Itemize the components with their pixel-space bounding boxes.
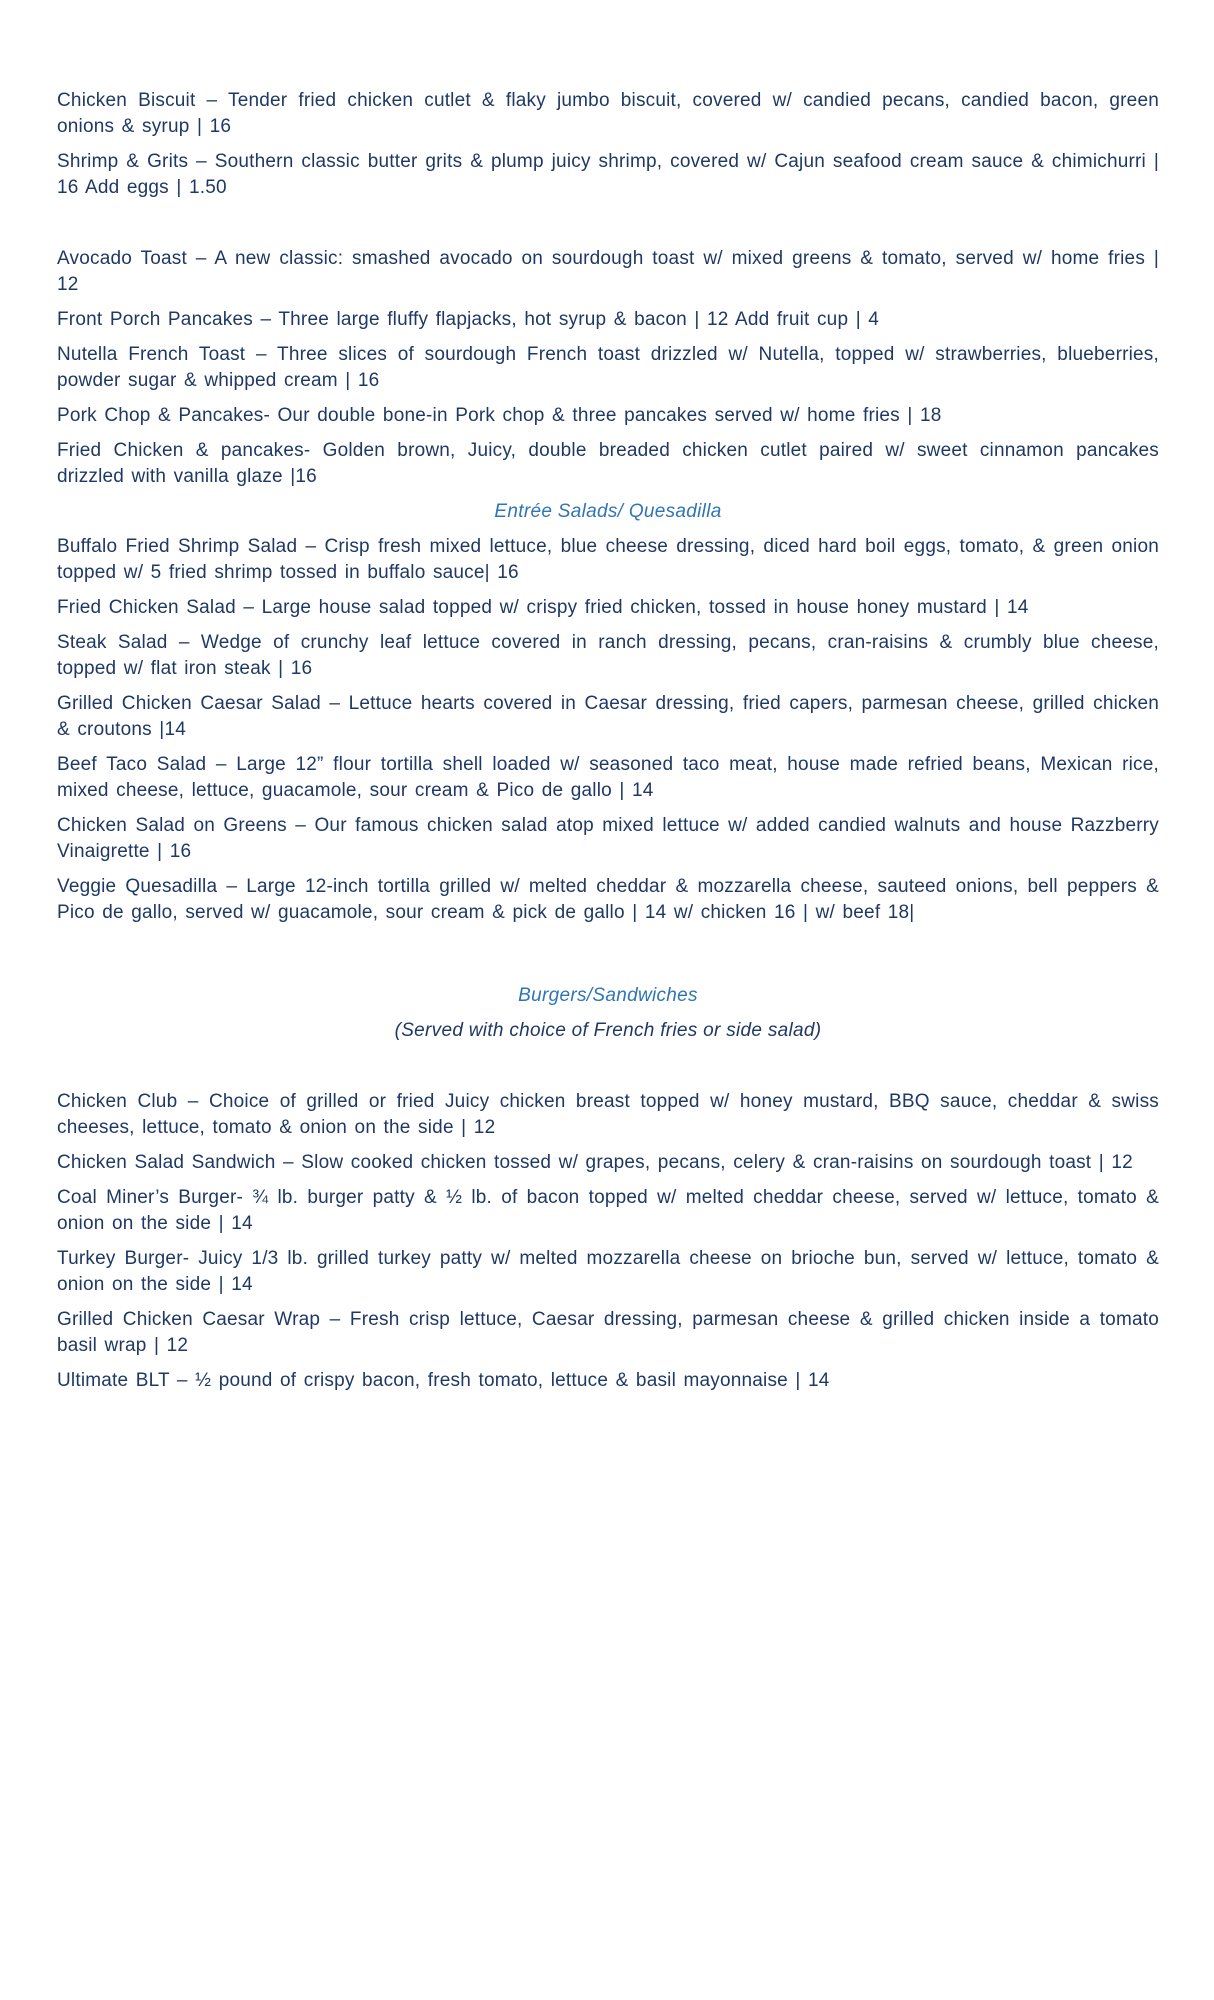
menu-item: Grilled Chicken Caesar Salad – Lettuce hearts covered in Caesar dressing, fried capers, parmesan cheese, grilled chicken & croutons |14 <box>57 693 1159 740</box>
section-subheading: (Served with choice of French fries or side salad) <box>394 1020 822 1041</box>
menu-item: Steak Salad – Wedge of crunchy leaf lettuce covered in ranch dressing, pecans, cran-raisins & crumbly blue cheese, topped w/ flat iron steak | 16 <box>57 632 1159 679</box>
spacer <box>57 935 1159 981</box>
menu-item: Buffalo Fried Shrimp Salad – Crisp fresh mixed lettuce, blue cheese dressing, diced hard boil eggs, tomato, & green onion topped w/ 5 fried shrimp tossed in buffalo sauce| 16 <box>57 536 1159 583</box>
menu-item: Turkey Burger- Juicy 1/3 lb. grilled turkey patty w/ melted mozzarella cheese on brioche bun, served w/ lettuce, tomato & onion on the side | 14 <box>57 1248 1159 1295</box>
menu-item: Chicken Biscuit – Tender fried chicken cutlet & flaky jumbo biscuit, covered w/ candied pecans, candied bacon, green onions & syrup | 16 <box>57 90 1159 137</box>
menu-item: Chicken Club – Choice of grilled or fried Juicy chicken breast topped w/ honey mustard, BBQ sauce, cheddar & swiss cheeses, lettuce, tomato & onion on the side | 12 <box>57 1091 1159 1138</box>
section-heading: Entrée Salads/ Quesadilla <box>494 501 722 522</box>
menu-item: Avocado Toast – A new classic: smashed avocado on sourdough toast w/ mixed greens & tomato, served w/ home fries | 12 <box>57 248 1159 295</box>
menu-item: Nutella French Toast – Three slices of sourdough French toast drizzled w/ Nutella, topped w/ strawberries, blueberries, powder sugar & whipped cream | 16 <box>57 344 1159 391</box>
menu-item: Fried Chicken Salad – Large house salad topped w/ crispy fried chicken, tossed in house honey mustard | 14 <box>57 597 1029 618</box>
menu-item: Coal Miner’s Burger- ¾ lb. burger patty & ½ lb. of bacon topped w/ melted cheddar cheese, served w/ lettuce, tomato & onion on the side | 14 <box>57 1187 1159 1234</box>
spacer <box>57 210 1159 246</box>
menu-item: Ultimate BLT – ½ pound of crispy bacon, fresh tomato, lettuce & basil mayonnaise | 14 <box>57 1370 830 1391</box>
menu-item: Chicken Salad Sandwich – Slow cooked chicken tossed w/ grapes, pecans, celery & cran-raisins on sourdough toast | 12 <box>57 1152 1133 1173</box>
menu-item: Beef Taco Salad – Large 12” flour tortilla shell loaded w/ seasoned taco meat, house made refried beans, Mexican rice, mixed cheese, lettuce, guacamole, sour cream & Pico de gallo | 14 <box>57 754 1159 801</box>
menu-item: Front Porch Pancakes – Three large fluffy flapjacks, hot syrup & bacon | 12 Add fruit cup | 4 <box>57 309 880 330</box>
spacer <box>57 1053 1159 1089</box>
menu-item: Grilled Chicken Caesar Wrap – Fresh crisp lettuce, Caesar dressing, parmesan cheese & grilled chicken inside a tomato basil wrap | 12 <box>57 1309 1159 1356</box>
menu-item: Veggie Quesadilla – Large 12-inch tortilla grilled w/ melted cheddar & mozzarella cheese, sauteed onions, bell peppers & Pico de gallo, served w/ guacamole, sour cream & pick de gallo | 14 w/ chicken 16 | w/ beef 18| <box>57 876 1159 923</box>
section-heading: Burgers/Sandwiches <box>518 985 698 1006</box>
menu-item: Shrimp & Grits – Southern classic butter grits & plump juicy shrimp, covered w/ Cajun seafood cream sauce & chimichurri | 16 Add eggs | 1.50 <box>57 151 1159 198</box>
menu-item: Pork Chop & Pancakes- Our double bone-in Pork chop & three pancakes served w/ home fries | 18 <box>57 405 942 426</box>
menu-item: Fried Chicken & pancakes- Golden brown, Juicy, double breaded chicken cutlet paired w/ sweet cinnamon pancakes drizzled with vanilla glaze |16 <box>57 440 1159 487</box>
menu-item: Chicken Salad on Greens – Our famous chicken salad atop mixed lettuce w/ added candied walnuts and house Razzberry Vinaigrette | 16 <box>57 815 1159 862</box>
